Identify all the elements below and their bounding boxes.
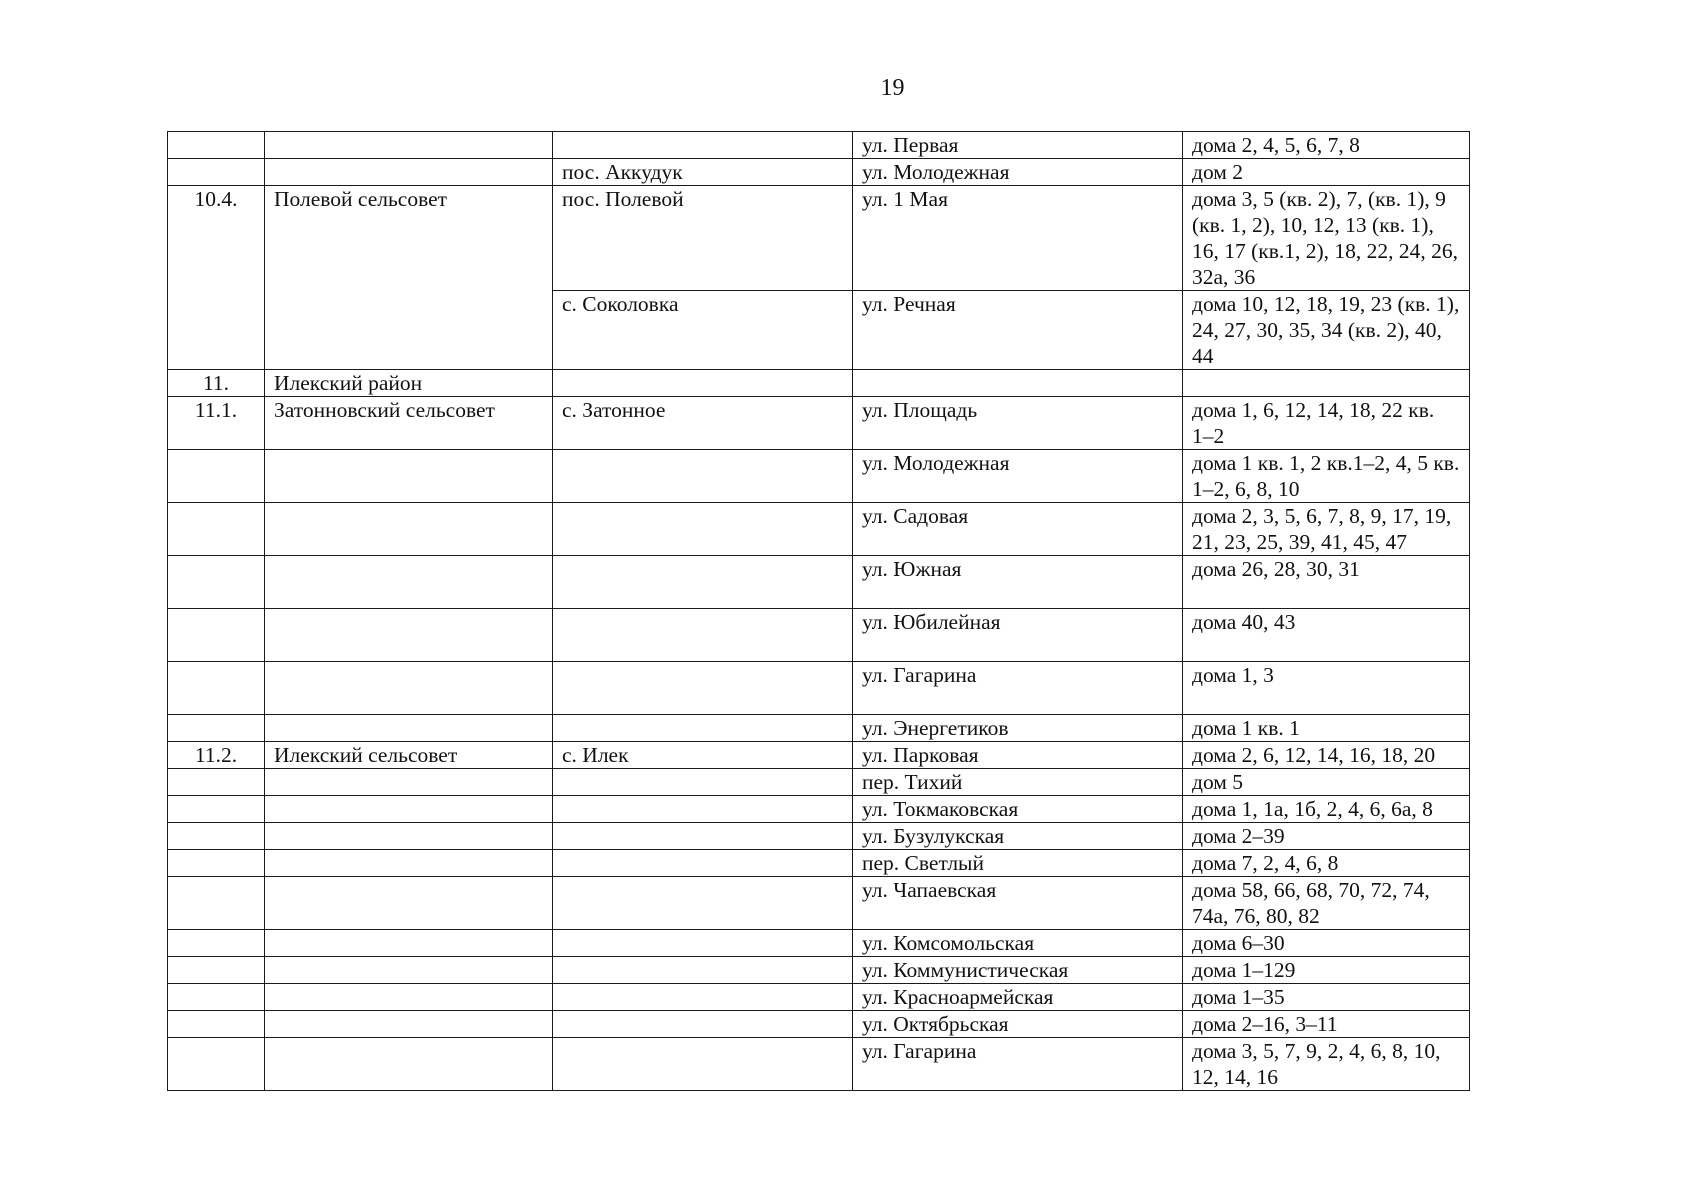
street-cell: пер. Светлый — [853, 850, 1183, 877]
settlement-cell — [553, 769, 853, 796]
street-cell: ул. Комсомольская — [853, 930, 1183, 957]
settlement-cell: с. Илек — [553, 742, 853, 769]
row-number-cell — [168, 930, 265, 957]
street-cell — [853, 370, 1183, 397]
row-number-cell: 10.4. — [168, 186, 265, 370]
street-cell: ул. Коммунистическая — [853, 957, 1183, 984]
settlement-cell — [553, 796, 853, 823]
table-row — [168, 877, 1470, 930]
street-cell: ул. Садовая — [853, 503, 1183, 556]
settlement-cell — [553, 556, 853, 609]
table-row — [168, 742, 1470, 769]
houses-cell: дома 1 кв. 1 — [1183, 715, 1470, 742]
street-cell: ул. Речная — [853, 291, 1183, 370]
settlement-cell — [553, 877, 853, 930]
council-cell — [265, 984, 553, 1011]
council-cell: Илекский район — [265, 370, 553, 397]
street-cell: пер. Тихий — [853, 769, 1183, 796]
settlement-cell: с. Затонное — [553, 397, 853, 450]
street-cell: ул. Южная — [853, 556, 1183, 609]
row-number-cell — [168, 450, 265, 503]
row-number-cell — [168, 1038, 265, 1091]
row-number-cell — [168, 1011, 265, 1038]
settlement-cell — [553, 1011, 853, 1038]
table-row — [168, 397, 1470, 450]
settlement-cell: пос. Аккудук — [553, 159, 853, 186]
table-row — [168, 450, 1470, 503]
street-cell: ул. Молодежная — [853, 159, 1183, 186]
row-number-cell — [168, 609, 265, 662]
council-cell — [265, 1011, 553, 1038]
table-row — [168, 556, 1470, 609]
houses-cell: дома 2–16, 3–11 — [1183, 1011, 1470, 1038]
row-number-cell — [168, 556, 265, 609]
street-cell: ул. Площадь — [853, 397, 1183, 450]
settlement-cell — [553, 609, 853, 662]
street-cell: ул. Гагарина — [853, 662, 1183, 715]
street-cell: ул. Парковая — [853, 742, 1183, 769]
table-row — [168, 930, 1470, 957]
council-cell — [265, 159, 553, 186]
council-cell: Полевой сельсовет — [265, 186, 553, 370]
settlement-cell: с. Соколовка — [553, 291, 853, 370]
table-row — [168, 503, 1470, 556]
settlement-cell — [553, 450, 853, 503]
council-cell — [265, 769, 553, 796]
houses-cell — [1183, 370, 1470, 397]
row-number-cell — [168, 503, 265, 556]
row-number-cell — [168, 957, 265, 984]
table-row — [168, 370, 1470, 397]
row-number-cell — [168, 823, 265, 850]
council-cell — [265, 877, 553, 930]
street-cell: ул. Бузулукская — [853, 823, 1183, 850]
settlement-cell — [553, 957, 853, 984]
settlement-cell — [553, 823, 853, 850]
settlement-cell — [553, 503, 853, 556]
table-row — [168, 132, 1470, 159]
row-number-cell — [168, 159, 265, 186]
houses-cell: дома 1, 1а, 1б, 2, 4, 6, 6а, 8 — [1183, 796, 1470, 823]
council-cell — [265, 609, 553, 662]
council-cell — [265, 132, 553, 159]
council-cell — [265, 1038, 553, 1091]
table-row — [168, 823, 1470, 850]
settlement-cell — [553, 1038, 853, 1091]
houses-cell: дома 1, 6, 12, 14, 18, 22 кв. 1–2 — [1183, 397, 1470, 450]
table-row — [168, 1038, 1470, 1091]
street-cell: ул. Молодежная — [853, 450, 1183, 503]
council-cell — [265, 450, 553, 503]
table-row — [168, 186, 1470, 291]
row-number-cell — [168, 850, 265, 877]
table-row — [168, 159, 1470, 186]
row-number-cell — [168, 877, 265, 930]
houses-cell: дома 10, 12, 18, 19, 23 (кв. 1), 24, 27, 30, 35, 34 (кв. 2), 40, 44 — [1183, 291, 1470, 370]
row-number-cell — [168, 662, 265, 715]
table-row — [168, 1011, 1470, 1038]
street-cell: ул. Чапаевская — [853, 877, 1183, 930]
street-cell: ул. Юбилейная — [853, 609, 1183, 662]
settlement-cell — [553, 370, 853, 397]
street-cell: ул. Октябрьская — [853, 1011, 1183, 1038]
page-number: 19 — [880, 75, 905, 101]
street-cell: ул. Энергетиков — [853, 715, 1183, 742]
settlement-address-table — [167, 131, 1470, 1091]
council-cell — [265, 823, 553, 850]
table-row — [168, 984, 1470, 1011]
council-cell — [265, 930, 553, 957]
settlement-cell — [553, 132, 853, 159]
houses-cell: дома 2, 3, 5, 6, 7, 8, 9, 17, 19, 21, 23, 25, 39, 41, 45, 47 — [1183, 503, 1470, 556]
row-number-cell: 11.1. — [168, 397, 265, 450]
table-row — [168, 796, 1470, 823]
row-number-cell — [168, 769, 265, 796]
street-cell: ул. Токмаковская — [853, 796, 1183, 823]
table-row — [168, 850, 1470, 877]
council-cell — [265, 662, 553, 715]
table-row — [168, 769, 1470, 796]
council-cell — [265, 796, 553, 823]
table-row — [168, 957, 1470, 984]
table-row — [168, 715, 1470, 742]
council-cell — [265, 850, 553, 877]
council-cell: Затонновский сельсовет — [265, 397, 553, 450]
houses-cell: дома 1–129 — [1183, 957, 1470, 984]
settlement-cell — [553, 850, 853, 877]
settlement-cell — [553, 662, 853, 715]
council-cell — [265, 556, 553, 609]
houses-cell: дома 3, 5 (кв. 2), 7, (кв. 1), 9 (кв. 1, 2), 10, 12, 13 (кв. 1), 16, 17 (кв.1, 2), 18, 22, 24, 26, 32а, 36 — [1183, 186, 1470, 291]
houses-cell: дом 2 — [1183, 159, 1470, 186]
houses-cell: дома 2, 4, 5, 6, 7, 8 — [1183, 132, 1470, 159]
houses-cell: дом 5 — [1183, 769, 1470, 796]
houses-cell: дома 2–39 — [1183, 823, 1470, 850]
houses-cell: дома 3, 5, 7, 9, 2, 4, 6, 8, 10, 12, 14, 16 — [1183, 1038, 1470, 1091]
row-number-cell: 11. — [168, 370, 265, 397]
settlement-cell: пос. Полевой — [553, 186, 853, 291]
houses-cell: дома 1–35 — [1183, 984, 1470, 1011]
settlement-cell — [553, 930, 853, 957]
row-number-cell: 11.2. — [168, 742, 265, 769]
street-cell: ул. Первая — [853, 132, 1183, 159]
settlement-cell — [553, 715, 853, 742]
houses-cell: дома 7, 2, 4, 6, 8 — [1183, 850, 1470, 877]
row-number-cell — [168, 984, 265, 1011]
houses-cell: дома 1 кв. 1, 2 кв.1–2, 4, 5 кв. 1–2, 6, 8, 10 — [1183, 450, 1470, 503]
street-cell: ул. Красноармейская — [853, 984, 1183, 1011]
row-number-cell — [168, 715, 265, 742]
table-row — [168, 662, 1470, 715]
houses-cell: дома 58, 66, 68, 70, 72, 74, 74а, 76, 80, 82 — [1183, 877, 1470, 930]
council-cell — [265, 957, 553, 984]
settlement-cell — [553, 984, 853, 1011]
row-number-cell — [168, 796, 265, 823]
street-cell: ул. Гагарина — [853, 1038, 1183, 1091]
houses-cell: дома 1, 3 — [1183, 662, 1470, 715]
houses-cell: дома 6–30 — [1183, 930, 1470, 957]
row-number-cell — [168, 132, 265, 159]
council-cell — [265, 503, 553, 556]
council-cell: Илекский сельсовет — [265, 742, 553, 769]
street-cell: ул. 1 Мая — [853, 186, 1183, 291]
council-cell — [265, 715, 553, 742]
table-row — [168, 609, 1470, 662]
houses-cell: дома 2, 6, 12, 14, 16, 18, 20 — [1183, 742, 1470, 769]
houses-cell: дома 40, 43 — [1183, 609, 1470, 662]
houses-cell: дома 26, 28, 30, 31 — [1183, 556, 1470, 609]
